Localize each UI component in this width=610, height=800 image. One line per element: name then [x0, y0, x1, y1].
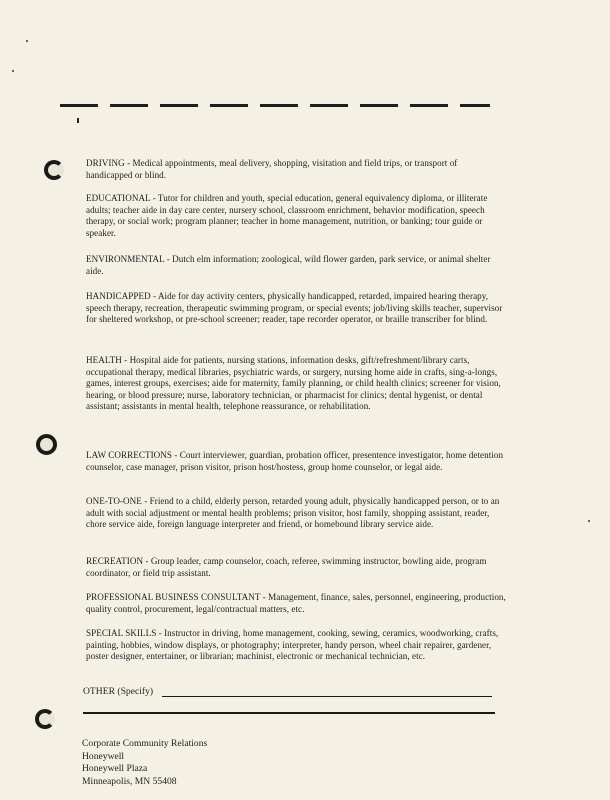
- entry-environmental: [86, 254, 506, 277]
- entry-health: [86, 355, 506, 413]
- entry-category: HEALTH: [86, 355, 122, 365]
- address-line: Minneapolis, MN 55408: [82, 775, 177, 787]
- entry-text: - Dutch elm information; zoological, wild flower garden, park service, or animal shelter aide.: [86, 254, 491, 276]
- entry-handicapped: [86, 291, 506, 326]
- entry-category: LAW CORRECTIONS: [86, 450, 172, 460]
- entry-category: ONE-TO-ONE: [86, 496, 142, 506]
- entry-educational: [86, 193, 506, 239]
- entry-text: - Friend to a child, elderly person, retarded young adult, physically handicapped person, or to an adult with social adjustment or mental health problems; prison visitor, host family, shopping assistant, reader, chore service aide, foreign language interpreter and friend, or homebound library service aide.: [86, 496, 500, 530]
- entry-professional-business-consultant: [86, 592, 506, 615]
- speck: [26, 40, 28, 42]
- address-line: Honeywell: [82, 750, 125, 762]
- punch-hole-bottom: [35, 709, 55, 729]
- entry-law-corrections: [86, 450, 506, 473]
- other-specify-second-line[interactable]: [83, 712, 495, 714]
- entry-text: - Management, finance, sales, personnel, engineering, production, quality control, procurement, legal/contractual matters, etc.: [86, 592, 506, 614]
- entry-recreation: [86, 556, 506, 579]
- entry-text: - Medical appointments, meal delivery, shopping, visitation and field trips, or transport of handicapped or blind.: [86, 158, 458, 180]
- entry-category: HANDICAPPED: [86, 291, 151, 301]
- punch-hole-middle: [36, 434, 57, 455]
- speck: [588, 520, 590, 522]
- tick-mark: [77, 118, 79, 123]
- entry-category: EDUCATIONAL: [86, 193, 151, 203]
- other-specify-line[interactable]: [162, 696, 492, 697]
- speck: [12, 70, 14, 72]
- entry-text: - Hospital aide for patients, nursing stations, information desks, gift/refreshment/library carts, occupational therapy, medical libraries, psychiatric wards, or surgery, nursing home aide in crafts, sing-a-longs, games, interest groups, exercises; aide for maternity, family planning, or child health clinics; screener for vision, hearing, or blood pressure; nurse, laboratory technician, or pharmacist for clinics; dental hygenist, or dental assistant; assistants in mental health, telephone reassurance, or rehabilitation.: [86, 355, 501, 412]
- mailing-address: [82, 738, 207, 788]
- entry-text: - Tutor for children and youth, special education, general equivalency diploma, or illiterate adults; teacher aide in day care center, nursery school, classroom enrichment, behavior modification, speech therapy, or social work; program planner; teacher in home management, nutrition, or banking; tour guide or speaker.: [86, 193, 488, 238]
- entry-driving: [86, 158, 506, 181]
- dashed-rule: [60, 104, 490, 107]
- entry-special-skills: [86, 628, 506, 663]
- address-line: Corporate Community Relations: [82, 738, 208, 749]
- other-specify-label: OTHER (Specify): [83, 686, 154, 697]
- entry-category: PROFESSIONAL BUSINESS CONSULTANT: [86, 592, 261, 602]
- entry-text: - Instructor in driving, home management, cooking, sewing, ceramics, woodworking, crafts, painting, hobbies, window displays, or photography; interpreter, handy person, wheel chair repairer, gardener, poster designer, entertainer, or librarian; machinist, electronic or mechanical technician, etc.: [86, 628, 499, 662]
- entry-text: - Court interviewer, guardian, probation officer, presentence investigator, home detention counselor, case manager, prison visitor, prison host/hostess, group home counselor, or legal aide.: [86, 450, 504, 472]
- punch-hole-top: [44, 160, 64, 180]
- entry-category: ENVIRONMENTAL: [86, 254, 165, 264]
- entry-one-to-one: [86, 496, 506, 531]
- entry-category: SPECIAL SKILLS: [86, 628, 157, 638]
- entry-category: DRIVING: [86, 158, 125, 168]
- entry-category: RECREATION: [86, 556, 144, 566]
- address-line: Honeywell Plaza: [82, 763, 148, 775]
- entry-text: - Group leader, camp counselor, coach, referee, swimming instructor, bowling aide, program coordinator, or field trip assistant.: [86, 556, 487, 578]
- entry-text: - Aide for day activity centers, physically handicapped, retarded, impaired hearing therapy, speech therapy, recreation, therapeutic swimming program, or special events; job/living skills teacher, supervisor for sheltered workshop, or pre-school screener; reader, tape recorder operator, or braille transcriber for blind.: [86, 291, 503, 325]
